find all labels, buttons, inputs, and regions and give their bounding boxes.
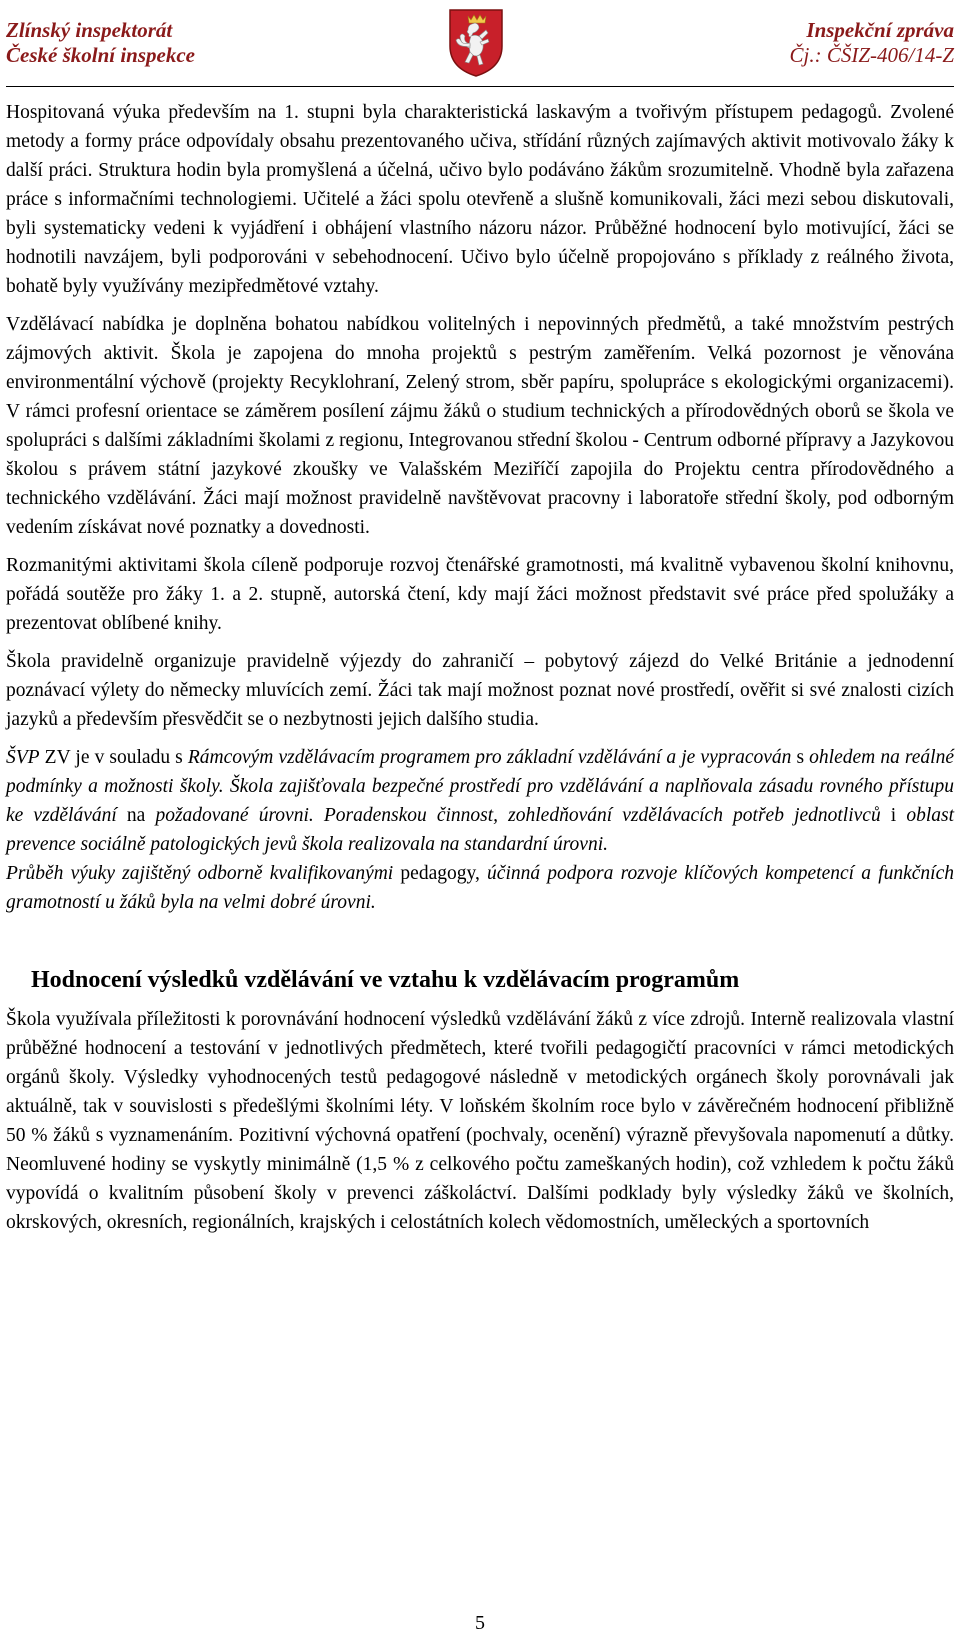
- svp-text-8: oblast prevence sociálně patologických jevů škola realizovala na standardní úrovni.: [6, 805, 955, 855]
- paragraph-teaching-quality: [6, 859, 954, 917]
- svp-text-3: s: [791, 747, 810, 768]
- quality-text-1: Průběh výuky zajištěný odborně kvalifikovanými: [6, 863, 394, 884]
- inspectorate-name: Zlínský inspektorát: [6, 18, 173, 42]
- section-heading: Hodnocení výsledků vzdělávání ve vztahu k vzdělávacím programům: [31, 967, 740, 993]
- quality-text-3: účinná podpora rozvoje klíčových kompetencí a funkčních gramotností u žáků byla na velmi dobré úrovni.: [6, 863, 954, 913]
- inspection-name: České školní inspekce: [6, 43, 195, 67]
- page-header: [6, 6, 954, 86]
- reference-number: Čj.: ČŠIZ-406/14-Z: [789, 43, 954, 67]
- report-title: Inspekční zpráva: [806, 18, 954, 42]
- svp-text-6: požadované úrovni. Poradenskou činnost, zohledňování vzdělávacích potřeb jednotlivců: [155, 805, 881, 826]
- svp-text-7: i: [880, 805, 907, 826]
- czech-lion-coat-of-arms-icon: [446, 6, 506, 78]
- svp-text-2: Rámcovým vzdělávacím programem pro základní vzdělávání a je vypracován: [187, 747, 792, 768]
- quality-text-2: pedagogy,: [393, 863, 488, 884]
- paragraph-svp: [6, 743, 954, 859]
- svp-text-4: ohledem na reálné podmínky a možnosti školy. Škola zajišťovala bezpečné prostředí pro vzdělávání a naplňovala zásadu rovného přístupu ke vzdělávání: [6, 747, 955, 826]
- paragraph-reading-literacy: Rozmanitými aktivitami škola cíleně podporuje rozvoj čtenářské gramotnosti, má kvalitně vybavenou školní knihovnu, pořádá soutěže pro žáky 1. a 2. stupně, autorská čtení, kdy mají žáci možnost představit své práce před spolužáky a prezentovat oblíbené knihy.: [6, 555, 954, 634]
- document-body: [6, 98, 954, 1246]
- page-number: 5: [475, 1612, 485, 1634]
- header-right: [789, 18, 954, 68]
- header-divider: [6, 86, 954, 87]
- svp-text-1: ZV je v souladu s: [39, 747, 188, 768]
- paragraph-teaching: Hospitovaná výuka především na 1. stupni byla charakteristická laskavým a tvořivým přístupem pedagogů. Zvolené metody a formy práce odpovídaly obsahu prezentovaného učiva, střídání různých zajímavých aktivit motivovalo žáky k další práci. Struktura hodin byla promyšlená a účelná, učivo bylo podáváno žákům srozumitelně. Vhodně byla zařazena práce s informačními technologiemi. Učitelé a žáci spolu otevřeně a slušně komunikovali, žáci mezi sebou diskutovali, byli systematicky vedeni k vyjádření i obhájení vlastního názoru názor. Průběžné hodnocení bylo motivující, žáci se hodnotili navzájem, byli podporováni v sebehodnocení. Učivo bylo účelně propojováno s příklady z reálného života, bohatě byly využívány mezipředmětové vztahy.: [6, 102, 954, 297]
- paragraph-results-evaluation: Škola využívala příležitosti k porovnávání hodnocení výsledků vzdělávání žáků z více zdrojů. Interně realizovala vlastní průběžné hodnocení a testování v jednotlivých předmětech, které tvořili pedagogičtí pracovníci v rámci metodických orgánů školy. Výsledky vyhodnocených testů pedagogové následně v metodických orgánech školy porovnávali jak aktuálně, tak v souvislosti s předešlými školními léty. V loňském školním roce bylo v závěrečném hodnocení přibližně 50 % žáků s vyznamenáním. Pozitivní výchovná opatření (pochvaly, ocenění) výrazně převyšovala napomenutí a důtky. Neomluvené hodiny se vyskytly minimálně (1,5 % z celkového počtu zameškaných hodin), což vzhledem k počtu žáků vypovídá o kvalitním působení školy v prevenci záškoláctví. Dalšími podklady byly výsledky žáků ve školních, okrskových, okresních, regionálních, krajských i celostátních kolech vědomostních, uměleckých a sportovních: [6, 1009, 954, 1233]
- paragraph-trips-abroad: Škola pravidelně organizuje pravidelně výjezdy do zahraničí – pobytový zájezd do Velké Británie a jednodenní poznávací výlety do německy mluvících zemí. Žáci tak mají možnost poznat nové prostředí, ověřit si své znalosti cizích jazyků a především přesvědčit se o nezbytnosti jejich dalšího studia.: [6, 651, 954, 730]
- paragraph-education-offer: Vzdělávací nabídka je doplněna bohatou nabídkou volitelných i nepovinných předmětů, a také množstvím pestrých zájmových aktivit. Škola je zapojena do mnoha projektů s pestrým zaměřením. Velká pozornost je věnována environmentální výchově (projekty Recyklohraní, Zelený strom, sběr papíru, spolupráce s ekologickými organizacemi). V rámci profesní orientace se záměrem posílení zájmu žáků o studium technických a přírodovědných oborů se škola ve spolupráci s dalšími základními školami z regionu, Integrovanou střední školou - Centrum odborné přípravy a Jazykovou školou s právem státní jazykové zkoušky ve Valašském Meziříčí zapojila do Projektu centra přírodovědného a technického vzdělávání. Žáci mají možnost pravidelně navštěvovat pracovny i laboratoře střední školy, pod odborným vedením získávat nové poznatky a dovednosti.: [6, 314, 954, 538]
- header-left: [6, 18, 195, 68]
- svp-text-5: na: [116, 805, 156, 826]
- svp-abbrev: ŠVP: [6, 747, 40, 768]
